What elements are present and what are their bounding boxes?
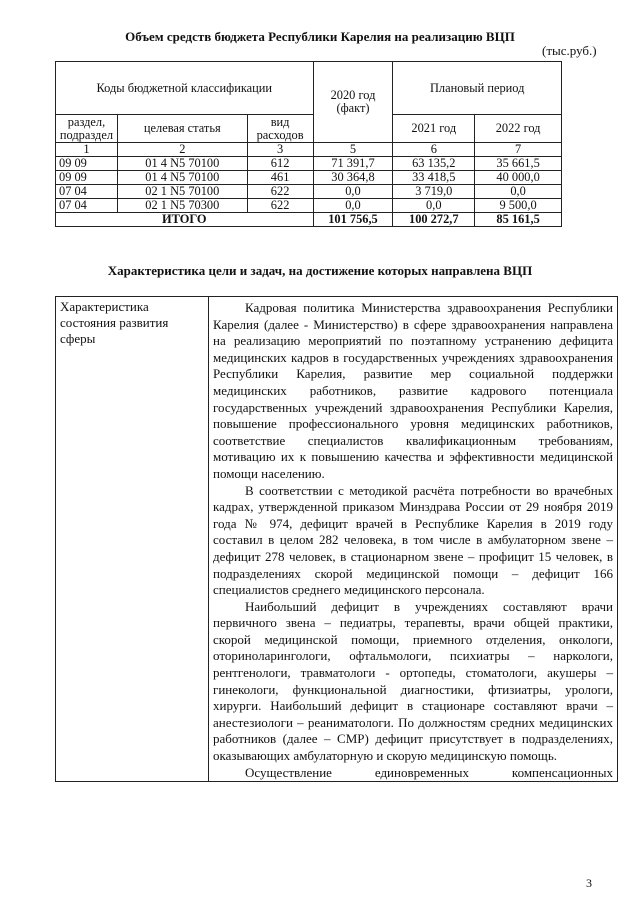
- cell-section: 07 04: [56, 199, 118, 213]
- cell-2021: 63 135,2: [393, 157, 475, 171]
- total-2020: 101 756,5: [313, 213, 393, 227]
- page-number: 3: [586, 876, 592, 890]
- total-row: [56, 213, 562, 227]
- table-row: [56, 171, 562, 185]
- column-number: 6: [393, 143, 475, 157]
- header-year-2022: 2022 год: [475, 115, 562, 143]
- cell-2021: 3 719,0: [393, 185, 475, 199]
- table-row: [56, 199, 562, 213]
- header-expense-type: вид расходов: [247, 115, 313, 143]
- budget-table: [55, 61, 562, 227]
- cell-2022: 40 000,0: [475, 171, 562, 185]
- cell-article: 02 1 N5 70300: [117, 199, 247, 213]
- cell-2020: 71 391,7: [313, 157, 393, 171]
- total-label: ИТОГО: [56, 213, 314, 227]
- total-2021: 100 272,7: [393, 213, 475, 227]
- cell-2022: 9 500,0: [475, 199, 562, 213]
- cell-section: 09 09: [56, 157, 118, 171]
- column-number: 3: [247, 143, 313, 157]
- column-number: 2: [117, 143, 247, 157]
- cell-2021: 33 418,5: [393, 171, 475, 185]
- table-row: [56, 157, 562, 171]
- cell-2020: 30 364,8: [313, 171, 393, 185]
- header-section: раздел, подраздел: [56, 115, 118, 143]
- header-year-2021: 2021 год: [393, 115, 475, 143]
- cell-article: 02 1 N5 70100: [117, 185, 247, 199]
- cell-type: 622: [247, 199, 313, 213]
- cell-2020: 0,0: [313, 185, 393, 199]
- cell-type: 612: [247, 157, 313, 171]
- characteristics-table: [55, 296, 618, 782]
- table-row: [56, 185, 562, 199]
- column-number: 7: [475, 143, 562, 157]
- cell-section: 09 09: [56, 171, 118, 185]
- paragraph: Кадровая политика Министерства здравоохранения Республики Карелия (далее - Министерство) в сфере здравоохранения направлена на реализацию мероприятий по поэтапному устранению дефицита медицинских кадров в государственных учреждениях здравоохранения Республики Карелия, развитие мер социальной поддержки медицинских работников, развитие кадрового потенциала государственных учреждений здравоохранения Республики Карелия, повышение профессионального уровня медицинских работников, соответствие специалистов квалификационным требованиям, мотивацию их к повышению качества и эффективности медицинской помощи населению.: [213, 300, 613, 481]
- column-number-row: [56, 143, 562, 157]
- cell-section: 07 04: [56, 185, 118, 199]
- header-codes: Коды бюджетной классификации: [56, 62, 314, 115]
- column-number: 1: [56, 143, 118, 157]
- goals-section-title: Характеристика цели и задач, на достижение которых направлена ВЦП: [107, 263, 533, 278]
- header-year-2020: 2020 год (факт): [313, 62, 393, 143]
- units-label: (тыс.руб.): [542, 43, 597, 58]
- total-2022: 85 161,5: [475, 213, 562, 227]
- characteristics-label: Характеристика состояния развития сферы: [56, 297, 209, 782]
- cell-2020: 0,0: [313, 199, 393, 213]
- header-planned-period: Плановый период: [393, 62, 562, 115]
- cell-2022: 0,0: [475, 185, 562, 199]
- cell-2021: 0,0: [393, 199, 475, 213]
- budget-section-title: Объем средств бюджета Республики Карелия на реализацию ВЦП: [125, 29, 515, 44]
- cell-article: 01 4 N5 70100: [117, 157, 247, 171]
- column-number: 5: [313, 143, 393, 157]
- cell-type: 622: [247, 185, 313, 199]
- cell-article: 01 4 N5 70100: [117, 171, 247, 185]
- cell-type: 461: [247, 171, 313, 185]
- header-article: целевая статья: [117, 115, 247, 143]
- characteristics-text: [209, 297, 618, 782]
- paragraph: Наибольший дефицит в учреждениях составляют врачи первичного звена – педиатры, терапевты, врачи общей практики, скорой медицинской помощи, приемного отделения, онкологи, оториноларингологи, офтальмологи, психиатры – наркологи, рентгенологи, травматологи - ортопеды, стоматологи, акушеры – гинекологи, функциональной диагностики, фтизиатры, урологи, хирурги. Наибольший дефицит в стационаре составляют врачи – анестезиологи – реаниматологи. По должностям средних медицинских работников (далее – СМР) дефицит присутствует в подразделениях, оказывающих амбулаторную и скорую медицинскую помощь.: [213, 598, 613, 764]
- paragraph: Осуществление единовременных компенсационных: [245, 764, 613, 780]
- paragraph: В соответствии с методикой расчёта потребности во врачебных кадрах, утвержденной приказом Минздрава России от 29 ноября 2019 года № 974, дефицит врачей в Республике Карелия в 2019 году составил в целом 282 человека, в том числе в амбулаторном звене – дефицит 278 человек, в стационарном звене – профицит 15 человек, в подразделениях скорой медицинской помощи – дефицит 166 специалистов среднего медицинского персонала.: [213, 482, 613, 598]
- cell-2022: 35 661,5: [475, 157, 562, 171]
